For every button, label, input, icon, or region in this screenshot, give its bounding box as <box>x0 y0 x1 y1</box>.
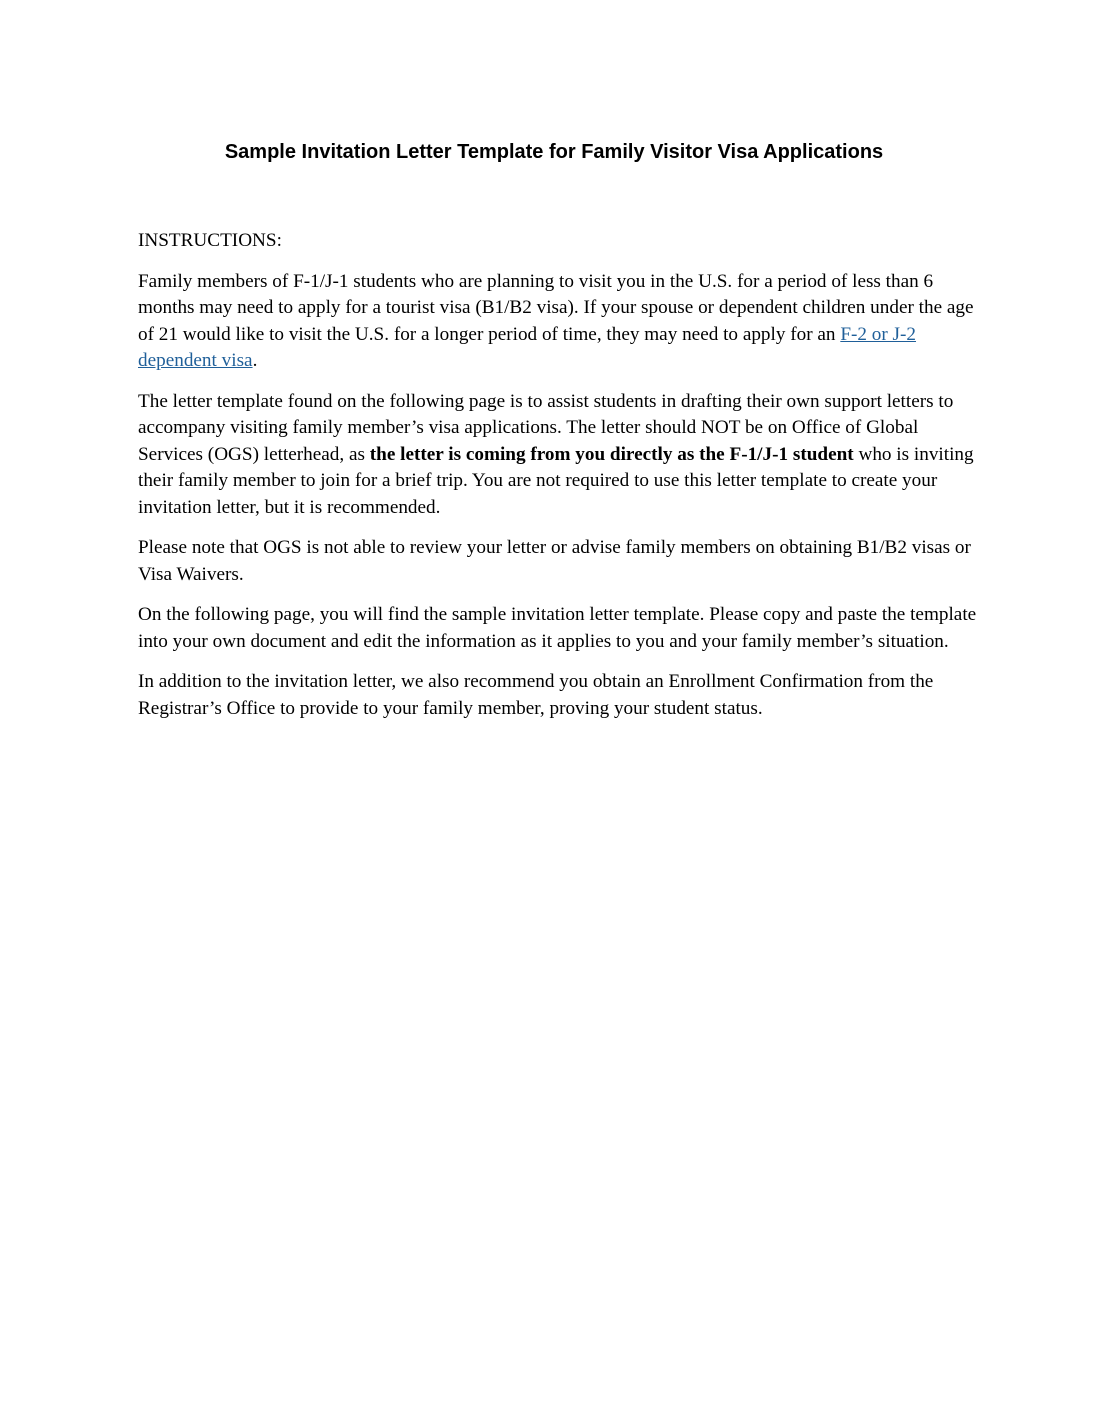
paragraph-ogs-note: Please note that OGS is not able to review your letter or advise family members on obtaining B1/B2 visas or Visa Waivers. <box>138 537 971 585</box>
paragraph-visa-overview-end: . <box>252 350 258 371</box>
paragraph-letter-template <box>138 389 978 522</box>
paragraph-visa-overview-text: Family members of F-1/J-1 students who are planning to visit you in the U.S. for a period of less than 6 months may need to apply for a tourist visa (B1/B2 visa). If your spouse or dependent children under the age of 21 would like to visit the U.S. for a longer period of time, they may need to apply for an <box>138 270 974 345</box>
document-body <box>138 228 978 736</box>
paragraph-enrollment-confirmation: In addition to the invitation letter, we also recommend you obtain an Enrollment Confirmation from the Registrar’s Office to provide to your family member, proving your student status. <box>138 671 934 719</box>
paragraph-following-page: On the following page, you will find the sample invitation letter template. Please copy and paste the template into your own document and edit the information as it applies to you and your family member’s situation. <box>138 604 977 652</box>
paragraph-letter-template-text: The letter template found on the following page is to assist students in drafting their own support letters to accompany visiting family member’s visa applications. The letter should NOT be on Office of Global Services (OGS) letterhead, as <box>138 390 954 465</box>
paragraph-letter-template-emphasis: the letter is coming from you directly as the F-1/J-1 student <box>369 443 854 465</box>
instructions-heading: INSTRUCTIONS: <box>138 230 282 251</box>
paragraph-letter-template-end: who is inviting their family member to join for a brief trip. You are not required to use this letter template to create your invitation letter, but it is recommended. <box>138 443 974 518</box>
paragraph-visa-overview <box>138 269 978 375</box>
document-title: Sample Invitation Letter Template for Family Visitor Visa Applications <box>224 141 884 163</box>
dependent-visa-link[interactable]: F-2 or J-2 dependent visa <box>138 323 917 371</box>
